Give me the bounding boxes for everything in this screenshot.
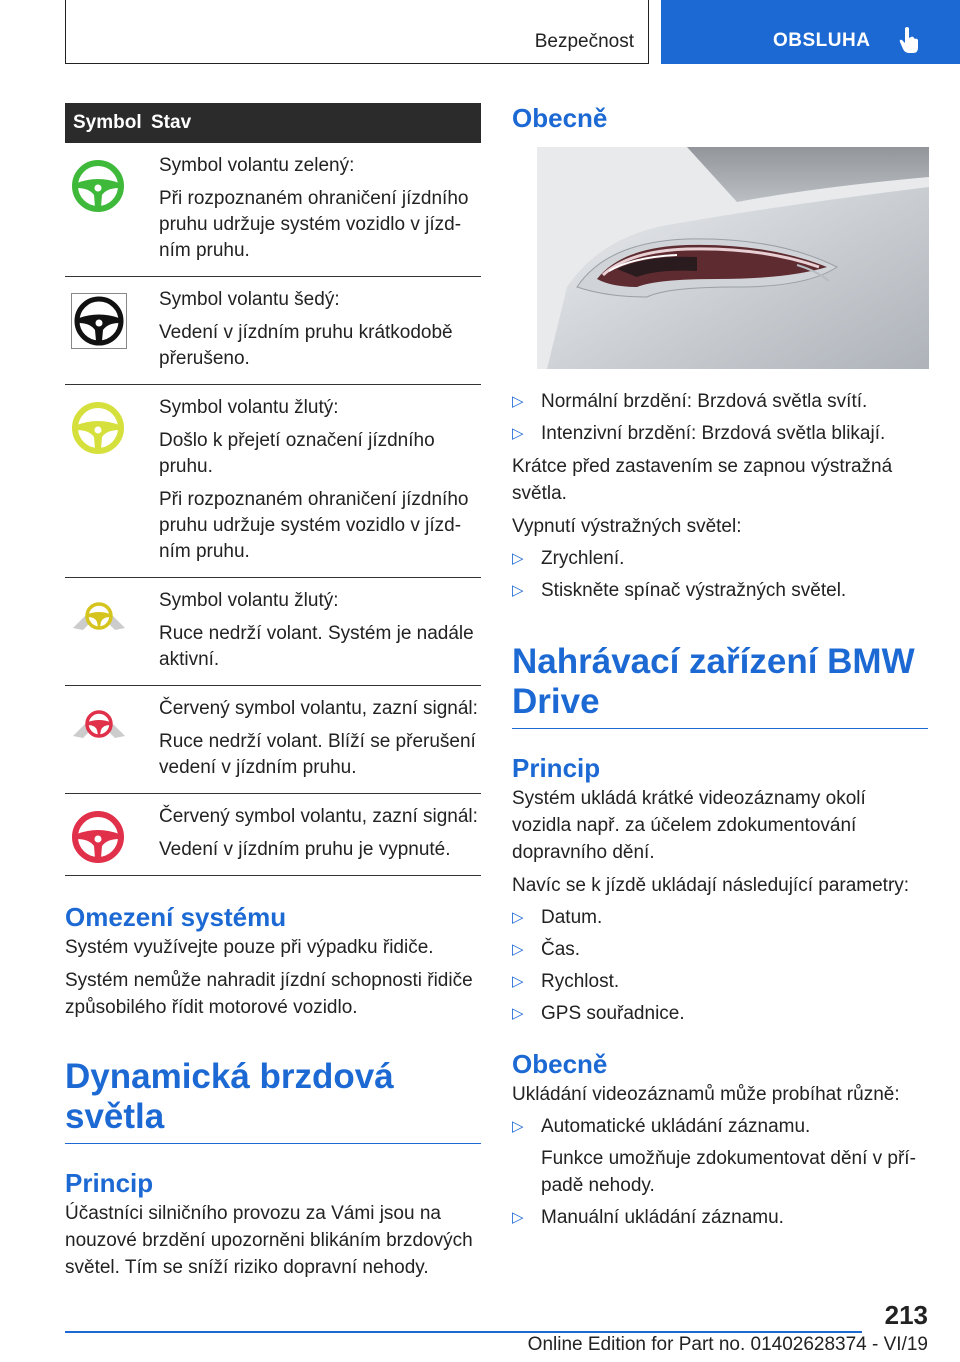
obecne-paragraph: Vypnutí výstražných světel:: [512, 516, 742, 537]
steering-wheel-gray-icon: [71, 293, 127, 349]
drive-paragraph: Navíc se k jízdě ukládají následující parametry:: [512, 875, 910, 896]
chapter-tab-label: OBSLUHA: [773, 30, 871, 51]
page-number: 213: [884, 1300, 928, 1330]
list-item: ▷ Intenzivní brzdění: Brzdová světla blikají.: [512, 420, 928, 447]
steering-wheel-green-icon: [71, 159, 125, 213]
drive-paragraph: Systém ukládá krátké videozáznamy okolí vozidla např. za účelem zdokumentování dopravního dění.: [512, 788, 866, 863]
list-item: ▷ Rychlost.: [512, 968, 928, 995]
triangle-bullet-icon: ▷: [512, 582, 524, 599]
table-row: [65, 794, 481, 876]
row-line: Ruce nedrží volant. Blíží se přerušení vedení v jízdním pruhu.: [159, 731, 476, 778]
list-item: ▷ Normální brzdění: Brzdová světla svítí.: [512, 388, 928, 415]
steering-wheel-hands-yellow-icon: [71, 598, 127, 634]
footer-divider: [65, 1331, 862, 1333]
list-item: ▷ Čas.: [512, 936, 928, 963]
right-column: [512, 103, 928, 1231]
header-box: [65, 0, 649, 64]
drive-mode-list: [512, 1113, 928, 1140]
row-line: Červený symbol volantu, zazní signál:: [159, 806, 478, 827]
chapter-tab[interactable]: [661, 0, 960, 64]
steering-wheel-hands-red-icon: [71, 706, 127, 742]
drive-title: Nahrávací zařízení BMW Drive: [512, 642, 928, 729]
triangle-bullet-icon: ▷: [512, 941, 524, 958]
col-header-symbol: Symbol: [65, 103, 151, 143]
list-item: ▷ Manuální ukládání záznamu.: [512, 1204, 928, 1231]
triangle-bullet-icon: ▷: [512, 1005, 524, 1022]
section-title: Bezpečnost: [534, 31, 634, 52]
omezeni-paragraph: Systém nemůže nahradit jízdní schopnosti řidiče způsobilého řídit motorové vozidlo.: [65, 970, 473, 1018]
obecne-title: Obecně: [512, 103, 608, 133]
row-line: Při rozpoznaném ohraničení jízdního pruhu udržuje systém vozidlo v jízdním pruhu.: [159, 489, 469, 562]
list-item: ▷ GPS souřadnice.: [512, 1000, 928, 1027]
row-line: Vedení v jízdním pruhu krátkodobě přerušeno.: [159, 322, 453, 369]
drive-obecne-title: Obecně: [512, 1049, 608, 1079]
taillight-photo: [537, 147, 929, 369]
list-item-note: Funkce umožňuje zdokumentovat dění v případě nehody.: [541, 1148, 916, 1196]
triangle-bullet-icon: ▷: [512, 425, 524, 442]
symbol-table: [65, 103, 481, 876]
col-header-stav: Stav: [151, 103, 481, 143]
table-row: [65, 578, 481, 686]
triangle-bullet-icon: ▷: [512, 550, 524, 567]
dynamicka-title: Dynamická brzdová světla: [65, 1057, 481, 1144]
table-row: [65, 143, 481, 277]
omezeni-title: Omezení systému: [65, 902, 287, 932]
drive-paragraph: Ukládání videozáznamů může probíhat různě:: [512, 1084, 900, 1105]
dynamicka-princip-text: Účastníci silničního provozu za Vámi jsou na nouzové brzdění upozorněni blikáním brzdových světel. Tím se sníží riziko dopravní nehody.: [65, 1203, 473, 1278]
row-line: Při rozpoznaném ohraničení jízdního pruhu udržuje systém vozidlo v jízdním pruhu.: [159, 188, 469, 261]
row-line: Vedení v jízdním pruhu je vypnuté.: [159, 839, 451, 860]
drive-princip-title: Princip: [512, 753, 601, 783]
triangle-bullet-icon: ▷: [512, 1209, 524, 1226]
table-row: [65, 385, 481, 578]
triangle-bullet-icon: ▷: [512, 393, 524, 410]
row-line: Symbol volantu žlutý:: [159, 590, 339, 611]
hand-pointer-icon: [899, 26, 921, 54]
dynamicka-princip-title: Princip: [65, 1168, 154, 1198]
row-line: Červený symbol volantu, zazní signál:: [159, 698, 478, 719]
row-line: Ruce nedrží volant. Systém je nadále aktivní.: [159, 623, 474, 670]
footer-edition: Online Edition for Part no. 01402628374 - VI/19: [527, 1334, 928, 1355]
triangle-bullet-icon: ▷: [512, 909, 524, 926]
drive-param-list: [512, 904, 928, 1027]
table-row: [65, 686, 481, 794]
triangle-bullet-icon: ▷: [512, 973, 524, 990]
obecne-paragraph: Krátce před zastavením se zapnou výstražná světla.: [512, 456, 893, 504]
steering-wheel-yellow-icon: [71, 401, 125, 455]
list-item: ▷ Datum.: [512, 904, 928, 931]
row-line: Symbol volantu šedý:: [159, 289, 340, 310]
triangle-bullet-icon: ▷: [512, 1118, 524, 1135]
table-row: [65, 277, 481, 385]
obecne-list: [512, 388, 928, 447]
obecne-list-2: [512, 545, 928, 604]
list-item: ▷ Automatické ukládání záznamu.: [512, 1113, 928, 1140]
left-column: [65, 103, 481, 1281]
steering-wheel-red-icon: [71, 810, 125, 864]
list-item: ▷ Stiskněte spínač výstražných světel.: [512, 577, 928, 604]
row-line: Symbol volantu zelený:: [159, 155, 355, 176]
list-item: ▷ Zrychlení.: [512, 545, 928, 572]
row-line: Symbol volantu žlutý:: [159, 397, 339, 418]
omezeni-paragraph: Systém využívejte pouze při výpadku řidiče.: [65, 937, 434, 958]
row-line: Došlo k přejetí označení jízdního pruhu.: [159, 430, 435, 477]
drive-mode-list-2: [512, 1204, 928, 1231]
